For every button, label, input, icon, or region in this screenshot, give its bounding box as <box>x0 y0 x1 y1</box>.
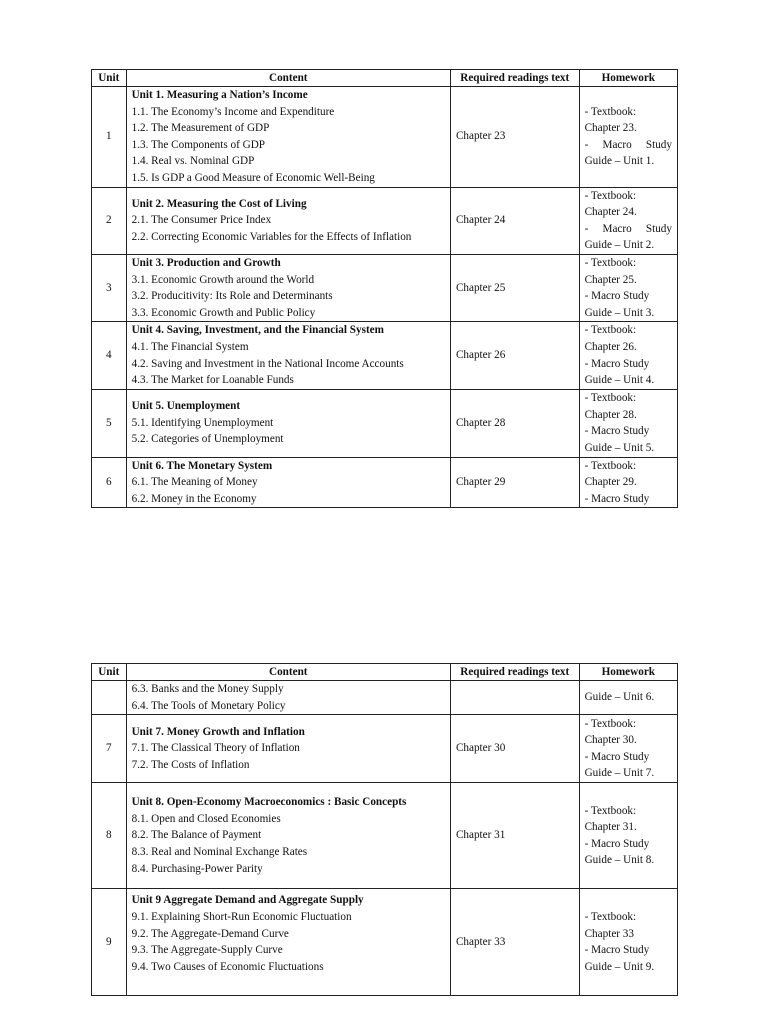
required-reading: Chapter 26 <box>450 322 579 389</box>
homework-line: Guide – Unit 4. <box>584 374 655 387</box>
topic-item: 9.3. The Aggregate-Supply Curve <box>131 944 283 957</box>
topic-item: 2.2. Correcting Economic Variables for the Effects of Inflation <box>131 231 412 244</box>
homework-line: Guide – Unit 9. <box>584 960 655 973</box>
unit-title: Unit 6. The Monetary System <box>131 459 273 472</box>
topic-item: 4.1. The Financial System <box>131 340 249 353</box>
topic-item: 4.3. The Market for Loanable Funds <box>131 374 294 387</box>
unit-content <box>126 87 450 188</box>
required-reading <box>450 681 579 715</box>
homework-cell <box>579 187 677 254</box>
header-unit: Unit <box>92 664 127 681</box>
topic-item: 6.2. Money in the Economy <box>131 492 257 505</box>
unit-content <box>126 783 450 889</box>
required-reading: Chapter 31 <box>450 783 579 889</box>
header-readings: Required readings text <box>450 70 579 87</box>
header-content: Content <box>126 70 450 87</box>
unit-number: 8 <box>92 783 127 889</box>
topic-item: 1.3. The Components of GDP <box>131 138 266 151</box>
homework-line: - Macro Study <box>584 357 650 370</box>
table-row <box>92 87 678 188</box>
homework-line: - Macro Study <box>584 290 650 303</box>
required-reading: Chapter 33 <box>450 889 579 996</box>
homework-line: Chapter 26. <box>584 340 637 353</box>
header-unit: Unit <box>92 70 127 87</box>
homework-line: - Textbook: <box>584 105 637 118</box>
homework-line: Guide – Unit 6. <box>584 691 655 704</box>
table-row <box>92 457 678 508</box>
homework-line: Chapter 23. <box>584 122 637 135</box>
header-readings: Required readings text <box>450 664 579 681</box>
topic-item: 1.4. Real vs. Nominal GDP <box>131 155 255 168</box>
topic-item: 3.2. Producitivity: Its Role and Determinants <box>131 290 333 303</box>
table-row <box>92 254 678 321</box>
homework-line: Guide – Unit 3. <box>584 306 655 319</box>
homework-cell <box>579 715 677 783</box>
topic-item: 8.3. Real and Nominal Exchange Rates <box>131 845 308 858</box>
homework-line: - Textbook: <box>584 804 637 817</box>
homework-cell <box>579 254 677 321</box>
topic-item: 1.5. Is GDP a Good Measure of Economic Well-Being <box>131 171 375 184</box>
table-row <box>92 389 678 457</box>
topic-item: 3.1. Economic Growth around the World <box>131 273 315 286</box>
required-reading: Chapter 25 <box>450 254 579 321</box>
homework-line: Guide – Unit 7. <box>584 767 655 780</box>
topic-item: 8.2. The Balance of Payment <box>131 829 262 842</box>
homework-line: - Macro Study <box>584 425 650 438</box>
homework-line: - Macro Study <box>584 138 672 151</box>
homework-line: - Macro Study <box>584 492 650 505</box>
unit-title: Unit 3. Production and Growth <box>131 256 281 269</box>
table-row <box>92 783 678 889</box>
topic-item: 9.2. The Aggregate-Demand Curve <box>131 927 289 940</box>
homework-line: Chapter 24. <box>584 206 637 219</box>
unit-content <box>126 187 450 254</box>
homework-line: Guide – Unit 8. <box>584 854 655 867</box>
topic-item: 7.1. The Classical Theory of Inflation <box>131 742 300 755</box>
homework-line: Guide – Unit 1. <box>584 155 655 168</box>
unit-number: 6 <box>92 457 127 508</box>
table-row <box>92 715 678 783</box>
header-homework: Homework <box>579 664 677 681</box>
unit-title: Unit 8. Open-Economy Macroeconomics : Basic Concepts <box>131 796 407 809</box>
required-reading: Chapter 28 <box>450 389 579 457</box>
topic-item: 8.1. Open and Closed Economies <box>131 812 281 825</box>
homework-line: - Macro Study <box>584 944 650 957</box>
unit-title: Unit 4. Saving, Investment, and the Financial System <box>131 324 384 337</box>
homework-line: - Macro Study <box>584 750 650 763</box>
unit-content <box>126 715 450 783</box>
homework-line: Chapter 30. <box>584 734 637 747</box>
unit-content <box>126 322 450 389</box>
required-reading: Chapter 30 <box>450 715 579 783</box>
homework-line: - Textbook: <box>584 459 637 472</box>
homework-line: Chapter 33 <box>584 927 634 940</box>
table-header-row <box>92 664 678 681</box>
unit-number: 5 <box>92 389 127 457</box>
homework-line: Guide – Unit 5. <box>584 441 655 454</box>
unit-number <box>92 681 127 715</box>
topic-item: 7.2. The Costs of Inflation <box>131 758 250 771</box>
homework-line: - Textbook: <box>584 324 637 337</box>
table-row <box>92 187 678 254</box>
unit-number: 2 <box>92 187 127 254</box>
homework-line: - Textbook: <box>584 189 637 202</box>
required-reading: Chapter 23 <box>450 87 579 188</box>
homework-line: Chapter 31. <box>584 821 637 834</box>
homework-line: - Textbook: <box>584 392 637 404</box>
header-homework: Homework <box>579 70 677 87</box>
unit-title: Unit 5. Unemployment <box>131 400 241 413</box>
topic-item: 4.2. Saving and Investment in the National Income Accounts <box>131 357 404 370</box>
unit-content <box>126 681 450 715</box>
topic-item: 1.1. The Economy’s Income and Expenditure <box>131 105 335 118</box>
unit-number: 1 <box>92 87 127 188</box>
header-content: Content <box>126 664 450 681</box>
topic-item: 6.4. The Tools of Monetary Policy <box>131 699 286 712</box>
homework-line: Chapter 25. <box>584 273 637 286</box>
syllabus-table-page-2 <box>91 663 678 996</box>
homework-cell <box>579 87 677 188</box>
topic-item: 5.2. Categories of Unemployment <box>131 433 284 446</box>
homework-cell <box>579 389 677 457</box>
homework-cell <box>579 457 677 508</box>
syllabus-table-page-1 <box>91 69 678 508</box>
homework-cell <box>579 783 677 889</box>
unit-content <box>126 389 450 457</box>
topic-item: 1.2. The Measurement of GDP <box>131 122 270 135</box>
homework-line: Guide – Unit 2. <box>584 239 655 252</box>
homework-line: - Textbook: <box>584 717 637 730</box>
homework-line: Chapter 28. <box>584 408 637 421</box>
unit-content <box>126 457 450 508</box>
unit-title: Unit 1. Measuring a Nation’s Income <box>131 89 308 101</box>
topic-item: 2.1. The Consumer Price Index <box>131 214 272 227</box>
table-row <box>92 322 678 389</box>
topic-item: 6.3. Banks and the Money Supply <box>131 683 284 695</box>
homework-line: Chapter 29. <box>584 476 637 489</box>
unit-title: Unit 2. Measuring the Cost of Living <box>131 197 307 210</box>
topic-item: 6.1. The Meaning of Money <box>131 476 258 489</box>
required-reading: Chapter 24 <box>450 187 579 254</box>
table-row <box>92 681 678 715</box>
unit-number: 9 <box>92 889 127 996</box>
homework-line: - Textbook: <box>584 911 637 923</box>
unit-number: 7 <box>92 715 127 783</box>
topic-item: 8.4. Purchasing-Power Parity <box>131 862 263 875</box>
unit-title: Unit 9 Aggregate Demand and Aggregate Supply <box>131 894 364 907</box>
homework-cell <box>579 681 677 715</box>
table-header-row <box>92 70 678 87</box>
topic-item: 3.3. Economic Growth and Public Policy <box>131 306 316 319</box>
topic-item: 9.4. Two Causes of Economic Fluctuations <box>131 960 324 973</box>
homework-line: - Macro Study <box>584 837 650 850</box>
unit-number: 4 <box>92 322 127 389</box>
homework-line: - Macro Study <box>584 222 672 235</box>
homework-line: - Textbook: <box>584 256 637 269</box>
topic-item: 9.1. Explaining Short-Run Economic Fluctuation <box>131 911 352 923</box>
unit-number: 3 <box>92 254 127 321</box>
topic-item: 5.1. Identifying Unemployment <box>131 416 274 429</box>
unit-content <box>126 889 450 996</box>
table-row <box>92 889 678 996</box>
unit-content <box>126 254 450 321</box>
required-reading: Chapter 29 <box>450 457 579 508</box>
homework-cell <box>579 322 677 389</box>
unit-title: Unit 7. Money Growth and Inflation <box>131 725 305 738</box>
homework-cell <box>579 889 677 996</box>
